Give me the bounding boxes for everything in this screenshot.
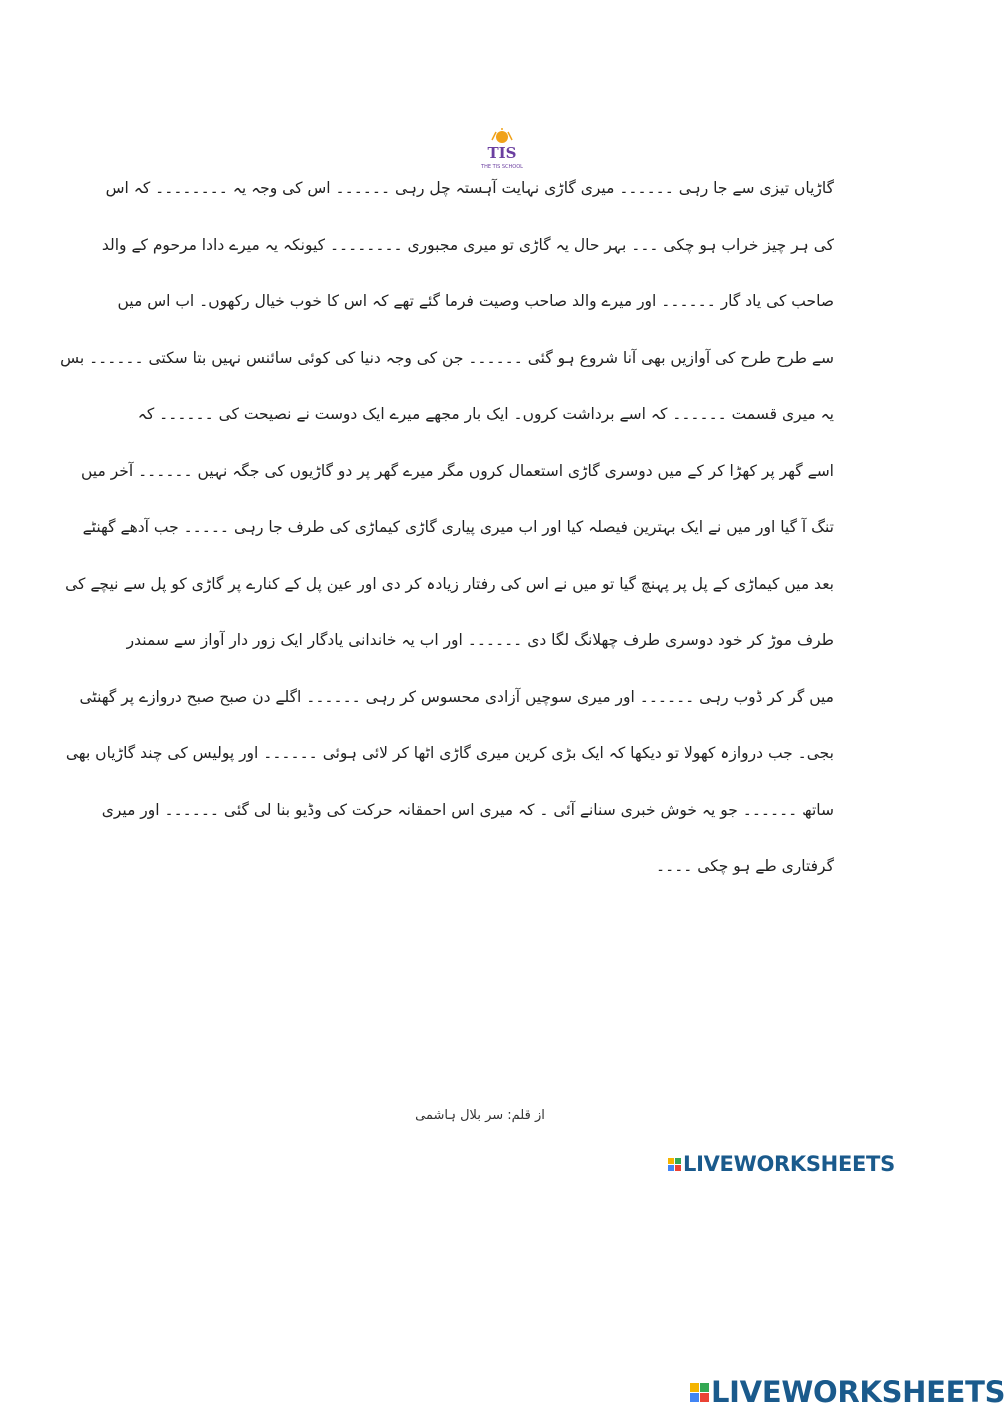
liveworksheets-mark-icon: [690, 1383, 709, 1402]
passage-line: گاڑیاں تیزی سے جا رہی ۔۔۔۔۔۔ میری گاڑی نہایت آہستہ چل رہی ۔۔۔۔۔۔ اس کی وجہ یہ ۔۔۔۔۔۔۔۔ کہ اس: [105, 179, 834, 197]
author-credit: از قلم: سر بلال ہاشمی: [415, 1108, 545, 1123]
logo-caption: THE TIS SCHOOL: [481, 164, 523, 170]
passage-line: بعد میں کیماڑی کے پل پر پہنچ گیا تو میں نے اس کی رفتار زیادہ کر دی اور عین پل کے کنارے پر گاڑی کو پل سے نیچے کی: [65, 574, 834, 593]
passage-line: اسے گھر پر کھڑا کر کے میں دوسری گاڑی استعمال کروں مگر میرے گھر پر دو گاڑیوں کی جگہ نہیں ۔۔۔۔۔۔ آخر میں: [81, 461, 834, 480]
liveworksheets-footer-text: LIVEWORKSHEETS: [711, 1375, 1005, 1409]
passage-line: بجی۔ جب دروازہ کھولا تو دیکھا کہ ایک بڑی کرین میری گاڑی اٹھا کر لائی ہوئی ۔۔۔۔۔۔ اور پولیس کی چند گاڑیاں بھی: [65, 744, 834, 762]
passage-line: تنگ آ گیا اور میں نے ایک بہترین فیصلہ کیا اور اب میری پیاری گاڑی کیماڑی کی طرف جا رہی ۔۔۔۔۔ جب آدھے گھنٹے: [82, 518, 834, 536]
passage-line: میں گر کر ڈوب رہی ۔۔۔۔۔۔ اور میری سوچیں آزادی محسوس کر رہی ۔۔۔۔۔۔ اگلے دن صبح صبح دروازے پر گھنٹی: [79, 687, 834, 706]
logo-text: TIS: [487, 144, 517, 162]
liveworksheets-mark-icon: [668, 1158, 681, 1171]
urdu-passage: [60, 168, 834, 903]
passage-line: سے طرح طرح کی آوازیں بھی آنا شروع ہو گئی ۔۔۔۔۔۔ جن کی وجہ دنیا کی کوئی سائنس نہیں بتا سکتی ۔۔۔۔۔۔ بس: [60, 348, 834, 367]
passage-line: کی ہر چیز خراب ہو چکی ۔۔۔ بہر حال یہ گاڑی تو میری مجبوری ۔۔۔۔۔۔۔۔ کیونکہ یہ میرے دادا مرحوم کے والد: [101, 235, 834, 254]
passage-line: ساتھ ۔۔۔۔۔۔ جو یہ خوش خبری سنانے آئی ۔ کہ میری اس احمقانہ حرکت کی وڈیو بنا لی گئی ۔۔۔۔۔۔ اور میری: [101, 800, 834, 819]
liveworksheets-footer-logo: [690, 1375, 1005, 1409]
liveworksheets-text: LIVEWORKSHEETS: [683, 1152, 895, 1176]
passage-line: یہ میری قسمت ۔۔۔۔۔۔ کہ اسے برداشت کروں۔ ایک بار مجھے میرے ایک دوست نے نصیحت کی ۔۔۔۔۔۔ کہ: [137, 405, 834, 423]
passage-line: گرفتاری طے ہو چکی ۔۔۔۔: [656, 857, 834, 875]
passage-line: طرف موڑ کر خود دوسری طرف چھلانگ لگا دی ۔۔۔۔۔۔ اور اب یہ خاندانی یادگار ایک زور دار آواز سے سمندر: [126, 631, 834, 649]
passage-line: صاحب کی یاد گار ۔۔۔۔۔۔ اور میرے والد صاحب وصیت فرما گئے تھے کہ اس کا خوب خیال رکھوں۔ اب اس میں: [117, 292, 834, 310]
liveworksheets-logo: [668, 1152, 895, 1176]
school-logo: [474, 128, 530, 172]
